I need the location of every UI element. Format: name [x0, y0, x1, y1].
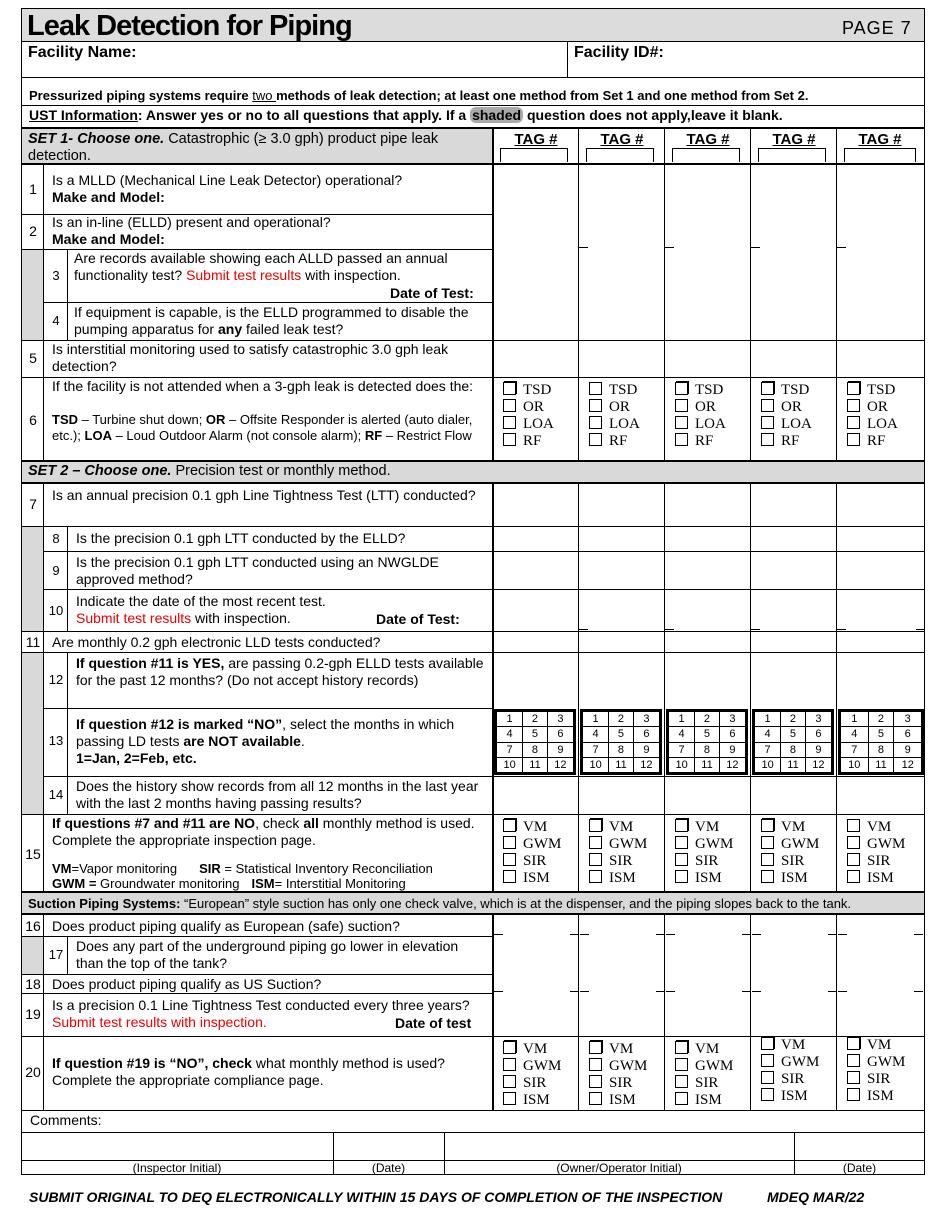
tag-input-1[interactable] — [500, 148, 568, 162]
q6-options-tag2 — [589, 382, 640, 450]
option-or[interactable]: OR — [589, 399, 640, 416]
option-tsd[interactable]: TSD — [589, 382, 640, 399]
option-vm[interactable]: VM — [675, 1041, 733, 1058]
q2-text: Is an in-line (ELLD) present and operational? Make and Model: — [52, 214, 331, 247]
q19-date-label: Date of test — [395, 1015, 472, 1031]
q6-text: If the facility is not attended when a 3-gph leak is detected does the: — [52, 378, 474, 394]
q6-options-tag3 — [675, 382, 726, 450]
inspector-initial-label: (Inspector Initial) — [132, 1161, 222, 1175]
option-sir[interactable]: SIR — [675, 853, 733, 870]
tag-header-2: TAG # — [600, 131, 644, 148]
q20-text: If question #19 is “NO”, check what monthly method is used? Complete the appropriate compliance page. — [52, 1055, 445, 1088]
q18-number: 18 — [25, 976, 41, 992]
q15-legend-1: VM=Vapor monitoring SIR = Statistical Inventory Reconciliation — [52, 861, 433, 876]
tag-header-1: TAG # — [514, 131, 558, 148]
option-or[interactable]: OR — [761, 399, 812, 416]
tag-header-4: TAG # — [772, 131, 816, 148]
q3-date-label: Date of Test: — [390, 285, 474, 301]
option-ism[interactable]: ISM — [761, 1088, 819, 1105]
owner-initial-label: (Owner/Operator Initial) — [556, 1161, 682, 1175]
comments-label: Comments: — [30, 1112, 102, 1128]
owner-date-label: (Date) — [842, 1161, 877, 1175]
option-rf[interactable]: RF — [847, 433, 898, 450]
q2-number: 2 — [29, 223, 37, 239]
month-grid-tag5: 1 2 3 4 5 6 7 8 9 10 11 12 — [838, 709, 924, 775]
option-vm[interactable]: VM — [847, 1037, 905, 1054]
set1-title: SET 1- Choose one. Catastrophic (≥ 3.0 gph) product pipe leak detection. — [28, 131, 439, 164]
q18-text: Does product piping qualify as US Suction? — [52, 976, 322, 992]
option-loa[interactable]: LOA — [761, 416, 812, 433]
option-sir[interactable]: SIR — [589, 853, 647, 870]
option-tsd[interactable]: TSD — [503, 382, 554, 399]
facility-id-field[interactable] — [680, 44, 920, 74]
option-gwm[interactable]: GWM — [503, 1058, 561, 1075]
option-gwm[interactable]: GWM — [847, 1054, 905, 1071]
tag-input-3[interactable] — [672, 148, 740, 162]
q20-options-tag5 — [847, 1037, 905, 1105]
option-vm[interactable]: VM — [503, 819, 561, 836]
q5-number: 5 — [29, 350, 37, 366]
q19-text: Is a precision 0.1 Line Tightness Test conducted every three years? Submit test results with inspection. — [52, 997, 470, 1030]
q4-number: 4 — [52, 313, 60, 328]
facility-name-field[interactable] — [180, 44, 560, 74]
q11-text: Are monthly 0.2 gph electronic LLD tests conducted? — [52, 634, 381, 650]
q10-text: Indicate the date of the most recent test. Submit test results with inspection. — [76, 593, 326, 626]
option-loa[interactable]: LOA — [503, 416, 554, 433]
set2-title: SET 2 – Choose one. Precision test or monthly method. — [28, 463, 391, 479]
month-grid-tag3: 1 2 3 4 5 6 7 8 9 10 11 12 — [666, 709, 748, 775]
q3-number: 3 — [52, 268, 60, 283]
shaded-sample: shaded — [472, 107, 522, 123]
option-ism[interactable]: ISM — [503, 870, 561, 887]
q15-number: 15 — [25, 846, 41, 862]
month-grid-tag1: 1 2 3 4 5 6 7 8 9 10 11 12 — [494, 709, 576, 775]
requirement-text: Pressurized piping systems require two methods of leak detection; at least one method from Set 1 and one method from Set 2. — [29, 88, 809, 103]
q15-legend-2: GWM = Groundwater monitoring ISM= Interstitial Monitoring — [52, 876, 406, 891]
q6-options-tag1 — [503, 382, 554, 450]
q9-text: Is the precision 0.1 gph LTT conducted using an NWGLDE approved method? — [76, 554, 439, 587]
option-gwm[interactable]: GWM — [761, 836, 819, 853]
q5-text: Is interstitial monitoring used to satisfy catastrophic 3.0 gph leak detection? — [52, 341, 449, 374]
q20-options-tag2 — [589, 1041, 647, 1109]
comments-field[interactable] — [110, 1112, 920, 1130]
q17-number: 17 — [48, 947, 64, 962]
facility-name-label: Facility Name: — [28, 44, 137, 61]
inspector-date-field[interactable] — [334, 1133, 443, 1159]
option-ism[interactable]: ISM — [761, 870, 819, 887]
option-gwm[interactable]: GWM — [503, 836, 561, 853]
option-ism[interactable]: ISM — [675, 870, 733, 887]
q10-date-label: Date of Test: — [376, 611, 460, 627]
q4-text: If equipment is capable, is the ELLD programmed to disable the pumping apparatus for any failed leak test? — [74, 304, 469, 337]
tag-input-2[interactable] — [586, 148, 654, 162]
page-number: PAGE 7 — [842, 18, 912, 38]
option-sir[interactable]: SIR — [847, 1071, 905, 1088]
option-rf[interactable]: RF — [761, 433, 812, 450]
q14-number: 14 — [48, 787, 64, 802]
q6-options-tag5 — [847, 382, 898, 450]
q3-text: Are records available showing each ALLD passed an annual functionality test? Submit test results with inspection. — [74, 250, 448, 283]
month-grid-tag2: 1 2 3 4 5 6 7 8 9 10 11 12 — [580, 709, 662, 775]
q15-options-tag3 — [675, 819, 733, 887]
option-vm[interactable]: VM — [761, 819, 819, 836]
option-sir[interactable]: SIR — [503, 853, 561, 870]
form-version: MDEQ MAR/22 — [767, 1189, 865, 1205]
option-gwm[interactable]: GWM — [675, 836, 733, 853]
facility-id-label: Facility ID#: — [574, 44, 664, 61]
tag-header-3: TAG # — [686, 131, 730, 148]
option-rf[interactable]: RF — [675, 433, 726, 450]
option-ism[interactable]: ISM — [503, 1092, 561, 1109]
option-tsd[interactable]: TSD — [675, 382, 726, 399]
q17-text: Does any part of the underground piping go lower in elevation than the top of the tank? — [76, 938, 459, 971]
page-title: Leak Detection for Piping — [27, 10, 352, 42]
option-sir[interactable]: SIR — [761, 1071, 819, 1088]
option-sir[interactable]: SIR — [503, 1075, 561, 1092]
q1-number: 1 — [29, 181, 37, 197]
q19-number: 19 — [25, 1006, 41, 1022]
option-or[interactable]: OR — [675, 399, 726, 416]
q7-number: 7 — [29, 496, 37, 512]
q15-text: If questions #7 and #11 are NO, check all monthly method is used. Complete the appropriate inspection page. — [52, 815, 475, 848]
option-ism[interactable]: ISM — [675, 1092, 733, 1109]
option-gwm[interactable]: GWM — [675, 1058, 733, 1075]
owner-date-field[interactable] — [795, 1133, 924, 1159]
option-gwm[interactable]: GWM — [761, 1054, 819, 1071]
option-sir[interactable]: SIR — [589, 1075, 647, 1092]
option-ism[interactable]: ISM — [847, 1088, 905, 1105]
option-ism[interactable]: ISM — [589, 1092, 647, 1109]
q12-text: If question #11 is YES, are passing 0.2-gph ELLD tests available for the past 12 months? (Do not accept history records) — [76, 655, 484, 688]
ust-info-text: UST Information: Answer yes or no to all questions that apply. If a shaded question does not apply,leave it blank. — [29, 107, 783, 123]
tag-header-5: TAG # — [858, 131, 902, 148]
q20-options-tag3 — [675, 1041, 733, 1109]
option-vm[interactable]: VM — [847, 819, 905, 836]
suction-title: Suction Piping Systems: “European” style suction has only one check valve, which is at the dispenser, and the piping slopes back to the tank. — [28, 896, 852, 911]
option-rf[interactable]: RF — [589, 433, 640, 450]
q8-number: 8 — [52, 531, 60, 546]
owner-initial-field[interactable] — [445, 1133, 793, 1159]
q16-text: Does product piping qualify as European (safe) suction? — [52, 918, 400, 934]
q6-legend: TSD – Turbine shut down; OR – Offsite Responder is alerted (auto dialer, etc.); LOA – Loud Outdoor Alarm (not console alarm); RF – Restrict Flow — [52, 412, 473, 443]
option-gwm[interactable]: GWM — [589, 1058, 647, 1075]
option-vm[interactable]: VM — [589, 1041, 647, 1058]
q15-options-tag5 — [847, 819, 905, 887]
q6-options-tag4 — [761, 382, 812, 450]
q13-number: 13 — [48, 733, 64, 748]
option-loa[interactable]: LOA — [589, 416, 640, 433]
month-grid-tag4: 1 2 3 4 5 6 7 8 9 10 11 12 — [752, 709, 834, 775]
option-ism[interactable]: ISM — [589, 870, 647, 887]
q8-text: Is the precision 0.1 gph LTT conducted by the ELLD? — [76, 530, 406, 546]
option-sir[interactable]: SIR — [675, 1075, 733, 1092]
option-vm[interactable]: VM — [503, 1041, 561, 1058]
option-sir[interactable]: SIR — [761, 853, 819, 870]
q13-text: If question #12 is marked “NO”, select the months in which passing LD tests are NOT available. 1=Jan, 2=Feb, etc. — [76, 716, 455, 766]
q7-text: Is an annual precision 0.1 gph Line Tightness Test (LTT) conducted? — [52, 487, 476, 503]
tag-input-4[interactable] — [758, 148, 826, 162]
q12-number: 12 — [48, 672, 64, 687]
option-tsd[interactable]: TSD — [847, 382, 898, 399]
q15-options-tag2 — [589, 819, 647, 887]
q1-text: Is a MLLD (Mechanical Line Leak Detector) operational? Make and Model: — [52, 172, 403, 205]
q20-options-tag1 — [503, 1041, 561, 1109]
inspector-date-label: (Date) — [371, 1161, 406, 1175]
option-rf[interactable]: RF — [503, 433, 554, 450]
option-loa[interactable]: LOA — [847, 416, 898, 433]
q20-number: 20 — [25, 1064, 41, 1080]
inspector-initial-field[interactable] — [22, 1133, 332, 1159]
q16-number: 16 — [25, 918, 41, 934]
option-ism[interactable]: ISM — [847, 870, 905, 887]
option-vm[interactable]: VM — [589, 819, 647, 836]
option-vm[interactable]: VM — [675, 819, 733, 836]
q10-number: 10 — [48, 603, 64, 618]
option-loa[interactable]: LOA — [675, 416, 726, 433]
submit-notice: SUBMIT ORIGINAL TO DEQ ELECTRONICALLY WITHIN 15 DAYS OF COMPLETION OF THE INSPECTION — [29, 1189, 723, 1205]
q11-number: 11 — [25, 634, 41, 650]
option-or[interactable]: OR — [503, 399, 554, 416]
tag-input-5[interactable] — [844, 148, 916, 162]
option-tsd[interactable]: TSD — [761, 382, 812, 399]
q6-number: 6 — [29, 412, 37, 428]
q14-text: Does the history show records from all 12 months in the last year with the last 2 months having passing results? — [76, 778, 479, 811]
option-sir[interactable]: SIR — [847, 853, 905, 870]
q20-options-tag4 — [761, 1037, 819, 1105]
q9-number: 9 — [52, 563, 60, 578]
option-gwm[interactable]: GWM — [589, 836, 647, 853]
option-gwm[interactable]: GWM — [847, 836, 905, 853]
q15-options-tag4 — [761, 819, 819, 887]
option-vm[interactable]: VM — [761, 1037, 819, 1054]
option-or[interactable]: OR — [847, 399, 898, 416]
q15-options-tag1 — [503, 819, 561, 887]
